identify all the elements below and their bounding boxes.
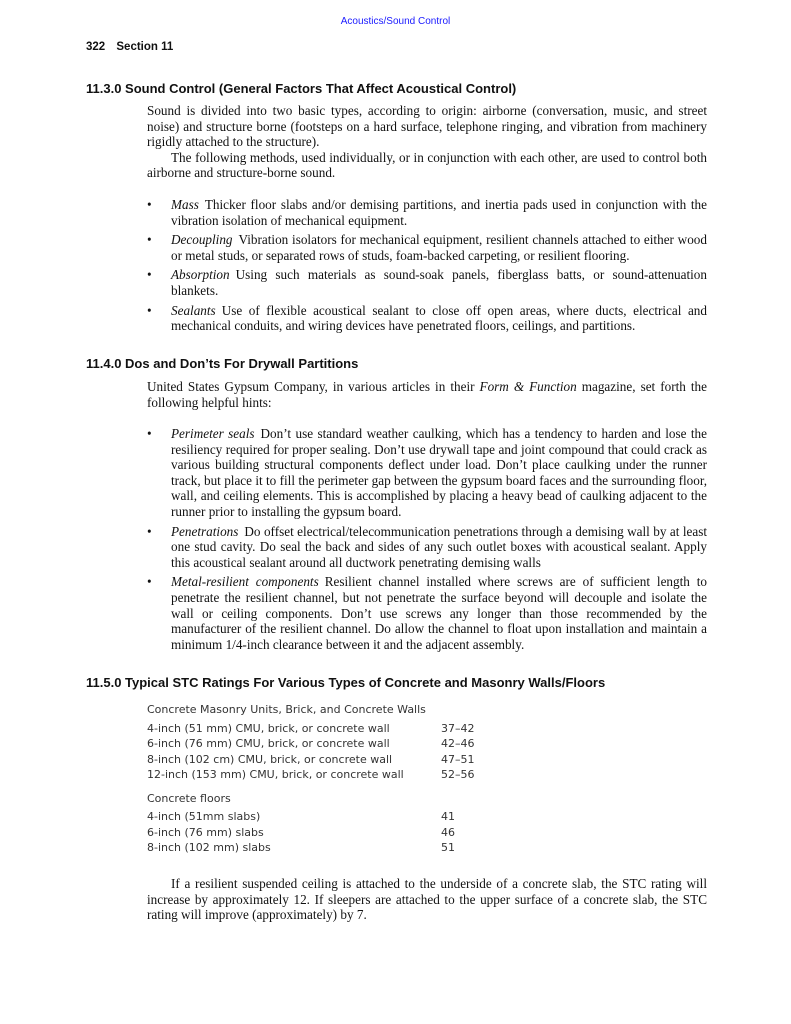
list-item — [147, 524, 707, 571]
magazine-title: Form & Function — [479, 379, 577, 394]
paragraph — [147, 379, 707, 410]
paragraph: The following methods, used individually, or in conjunction with each other, are used to control both airborne and structure-borne sound. — [147, 149, 707, 181]
row-value: 41 — [441, 810, 455, 823]
list-item — [147, 197, 707, 228]
row-label: 8-inch (102 cm) CMU, brick, or concrete wall — [147, 752, 393, 766]
bullet-icon: • — [147, 574, 152, 590]
term: Mass — [171, 197, 199, 212]
list-item — [147, 303, 707, 334]
walls-group — [147, 702, 487, 783]
list-item — [147, 267, 707, 298]
term: Absorption — [171, 267, 230, 283]
table-row — [147, 721, 487, 737]
page-number-value: 322 — [86, 41, 106, 53]
row-value: 42–46 — [441, 737, 475, 750]
closing-paragraph — [147, 876, 707, 923]
row-value: 52–56 — [441, 768, 475, 781]
intro-text: United States Gypsum Company, in various articles in their — [147, 379, 480, 394]
stc-ratings-table — [147, 702, 487, 862]
heading-11-3-0: 11.3.0 Sound Control (General Factors That Affect Acoustical Control) — [86, 81, 517, 96]
list-item — [147, 426, 707, 520]
table-row — [147, 736, 487, 752]
heading-11-4-0: 11.4.0 Dos and Don’ts For Drywall Partitions — [86, 356, 359, 371]
term: Metal-resilient components — [171, 574, 319, 590]
section-11-4-0-body — [147, 379, 707, 410]
row-value: 47–51 — [441, 752, 475, 766]
item-text: Resilient channel installed where screws are of sufficient length to penetrate the resilient channel, but not penetrate the surface beyond will decouple and isolate the wall or ceiling components. Don’t use screws any longer than those recommended by the manufacturer of the resilient channel. Do allow the channel to float upon installation and maintain a minimum 1/4-inch clearance between it and the adjacent assembly. — [171, 574, 707, 652]
table-row — [147, 752, 487, 768]
method-list — [147, 197, 707, 338]
item-text: Do offset electrical/telecommunication penetrations through a demising wall by at least one stud cavity. Do seal the back and sides of any such outlet boxes with acoustical sealant. Apply this acoustical sealant around all ductwork penetrating demising walls — [171, 523, 707, 570]
group-title: Concrete Masonry Units, Brick, and Concrete Walls — [147, 703, 426, 716]
term: Decoupling — [171, 232, 233, 248]
heading-11-5-0: 11.5.0 Typical STC Ratings For Various Types of Concrete and Masonry Walls/Floors — [86, 675, 606, 690]
row-label: 8-inch (102 mm) slabs — [147, 841, 271, 854]
term: Penetrations — [171, 523, 239, 539]
intro-text: magazine, set forth the following helpful hints: — [147, 379, 707, 410]
group-title: Concrete floors — [147, 791, 231, 805]
bullet-icon: • — [147, 523, 152, 539]
row-label: 6-inch (76 mm) slabs — [147, 825, 264, 839]
item-text: Don’t use standard weather caulking, which has a tendency to harden and lose the resiliency required for proper sealing. Don’t use drywall tape and joint compound that could crack as various building structural components deflect under load. Don’t place caulking under the runner track, but place it to fill the perimeter gap between the gypsum board faces and the surrounding floor, wall, and ceiling elements. This is accomplished by placing a heavy bead of caulking adjacent to the runner prior to installing the gypsum board. — [171, 426, 707, 519]
list-item — [147, 574, 707, 652]
term: Perimeter seals — [171, 426, 255, 441]
row-value: 37–42 — [441, 721, 475, 735]
bullet-icon: • — [147, 302, 152, 318]
bullet-icon: • — [147, 426, 152, 441]
item-text: Using such materials as sound-soak panels, fiberglass batts, or sound-attenuation blankets. — [171, 267, 707, 298]
table-row — [147, 767, 487, 783]
bullet-icon: • — [147, 232, 152, 248]
paragraph: If a resilient suspended ceiling is attached to the underside of a concrete slab, the STC rating will increase by approximately 12. If sleepers are attached to the upper surface of a concrete slab, the STC rating will improve (approximately) by 7. — [147, 876, 707, 923]
row-label: 6-inch (76 mm) CMU, brick, or concrete wall — [147, 737, 390, 750]
term: Sealants — [171, 302, 216, 318]
row-label: 12-inch (153 mm) CMU, brick, or concrete wall — [147, 768, 404, 781]
item-text: Thicker floor slabs and/or demising partitions, and inertia pads used in conjunction with the vibration isolation of mechanical equipment. — [171, 197, 707, 228]
row-value: 46 — [441, 825, 455, 839]
running-header: Acoustics/Sound Control — [340, 16, 451, 27]
bullet-icon: • — [147, 267, 152, 283]
row-label: 4-inch (51mm slabs) — [147, 810, 261, 823]
row-label: 4-inch (51 mm) CMU, brick, or concrete wall — [147, 721, 390, 735]
paragraph: Sound is divided into two basic types, according to origin: airborne (conversation, music, and street noise) and structure borne (footsteps on a hard surface, telephone ringing, and vibration from machinery rigidly attached to the structure). — [147, 103, 707, 150]
item-text: Use of flexible acoustical sealant to close off open areas, where ducts, electrical and mechanical conduits, and wiring devices have penetrated floors, ceilings, and partitions. — [171, 302, 707, 334]
table-row — [147, 809, 487, 825]
item-text: Vibration isolators for mechanical equipment, resilient channels attached to either wood or metal studs, or separated rows of studs, foam-backed carpeting, or resilient flooring. — [171, 232, 707, 263]
hint-list — [147, 426, 707, 656]
list-item — [147, 232, 707, 263]
table-row — [147, 825, 487, 841]
page-number — [86, 41, 181, 53]
row-value: 51 — [441, 841, 455, 854]
table-row — [147, 840, 487, 856]
section-label: Section 11 — [116, 41, 174, 53]
floors-group — [147, 791, 487, 856]
bullet-icon: • — [147, 197, 152, 212]
section-11-3-0-body — [147, 103, 707, 181]
